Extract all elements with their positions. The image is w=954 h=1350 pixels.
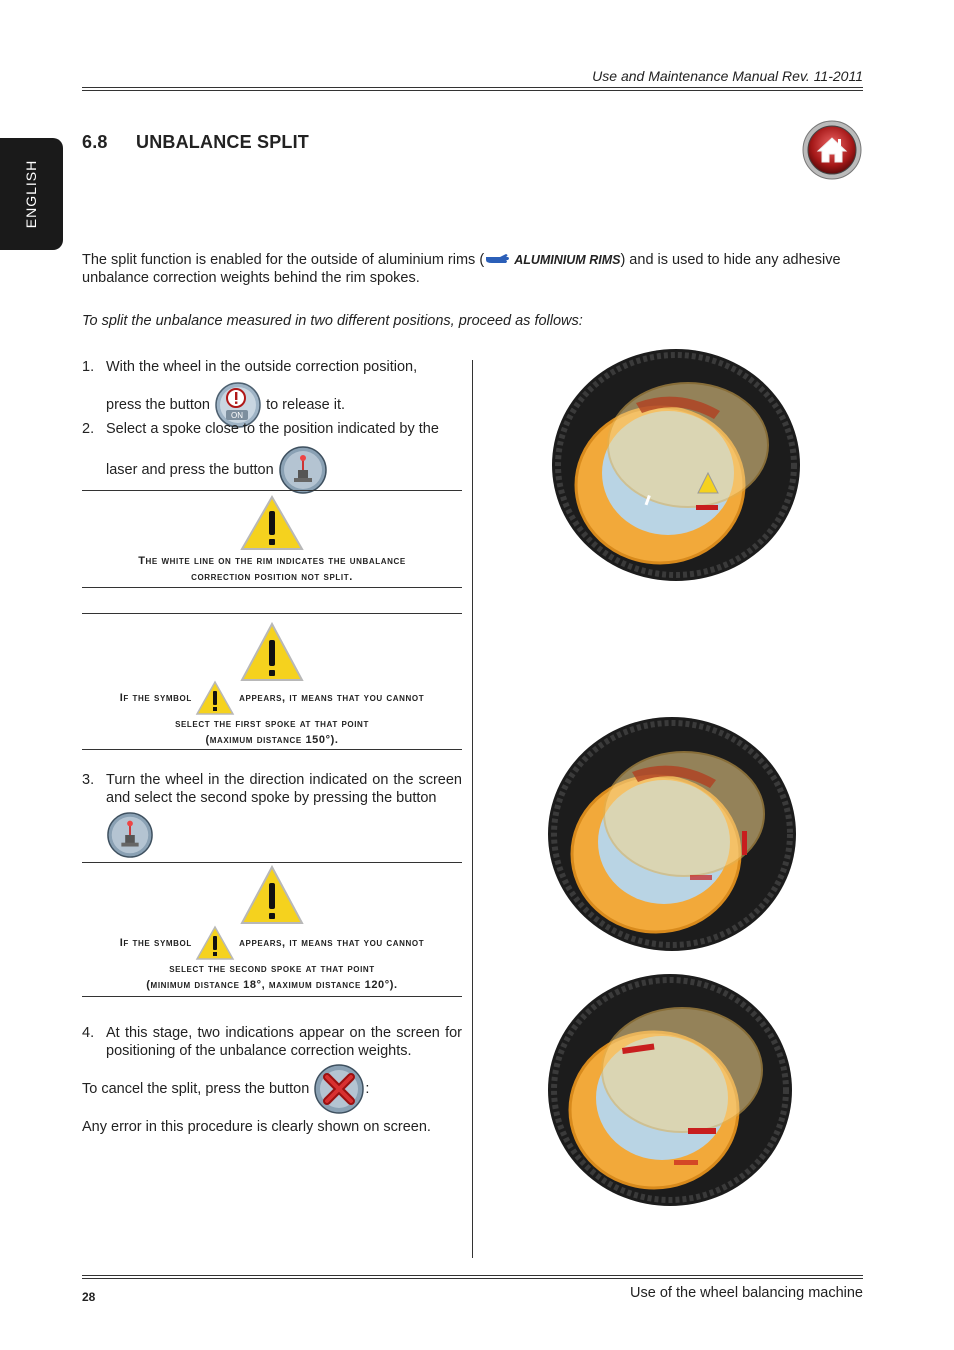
warning-line: appears, it means that you cannot [239,691,425,704]
error-note: Any error in this procedure is clearly shown on screen. [82,1119,431,1135]
warning-line: If the symbol [119,936,192,949]
home-icon[interactable] [802,120,862,180]
second-spoke-button-icon[interactable] [106,811,154,859]
pointing-hand-icon [484,252,510,266]
wheel-illustration-1 [548,345,804,585]
step-number: 4. [82,1025,95,1041]
step-text: laser and press the button [106,461,274,478]
page-number: 28 [82,1290,96,1304]
warning-caption [82,925,462,993]
footer-rule [82,1275,863,1276]
cancel-text: To cancel the split, press the button [82,1081,310,1097]
warning-line: The white line on the rim indicates the unbalance [138,555,406,567]
step-number: 2. [82,421,95,437]
step-text: Select a spoke close to the position indicated by the [106,421,439,437]
intro-text-2: ) and is used to hide any adhesive unbalance correction weights behind the rim spokes. [82,252,841,286]
section-title-text: UNBALANCE SPLIT [136,132,309,152]
warning-icon [240,622,304,682]
chapter-title: Use of the wheel balancing machine [630,1285,863,1301]
warning-line: select the second spoke at that point [169,963,375,975]
step-2 [82,420,462,494]
warning-box-1 [82,490,462,588]
warning-caption [82,553,462,585]
step-text: With the wheel in the outside correction position, [106,359,418,375]
intro-text-1: The split function is enabled for the outside of aluminium rims ( [82,252,485,268]
cancel-x-button-icon[interactable] [313,1064,365,1114]
language-tab [0,138,63,250]
step-text: to release it. [266,396,346,413]
step-text: At this stage, two indications appear on the screen for positioning of the unbalance correction weights. [106,1025,462,1059]
select-spoke-button-icon[interactable] [278,446,328,494]
header-rule-2 [82,90,863,91]
intro-paragraph [82,251,872,287]
column-divider [472,360,473,1258]
warning-line: correction position not split. [191,571,353,583]
step-4 [82,1024,462,1060]
cancel-suffix: : [365,1081,370,1097]
step-number: 3. [82,772,95,788]
cancel-instruction [82,1064,369,1114]
wheel-illustration-2 [544,713,800,955]
warning-line: If the symbol [119,691,192,704]
aluminium-rims-ref[interactable]: ALUMINIUM RIMS [514,253,621,267]
warning-line: (minimum distance 18°, maximum distance 120°). [146,979,398,991]
step-3 [82,771,462,864]
warning-line: appears, it means that you cannot [239,936,425,949]
section-number: 6.8 [82,132,108,152]
warning-symbol-icon [195,925,235,961]
procedure-intro: To split the unbalance measured in two different positions, proceed as follows: [82,313,583,329]
step-1 [82,358,462,428]
warning-icon [240,865,304,925]
step-text: press the button [106,396,210,413]
wheel-illustration-3 [544,970,796,1210]
header-rule [82,87,863,88]
warning-line: select the first spoke at that point [175,718,369,730]
on-label: ON [231,411,244,420]
footer-rule-2 [82,1278,863,1279]
manual-title: Use and Maintenance Manual Rev. 11-2011 [592,68,863,84]
section-title [82,132,309,153]
step-number: 1. [82,359,95,375]
warning-symbol-icon [195,680,235,716]
warning-caption [82,680,462,748]
warning-box-2 [82,613,462,750]
language-tab-label: ENGLISH [23,159,39,229]
step-text: Turn the wheel in the direction indicated on the screen and select the second spoke by pressing the button [106,772,462,806]
warning-icon [240,495,304,551]
warning-box-3 [82,862,462,997]
warning-line: (maximum distance 150°). [205,734,339,746]
